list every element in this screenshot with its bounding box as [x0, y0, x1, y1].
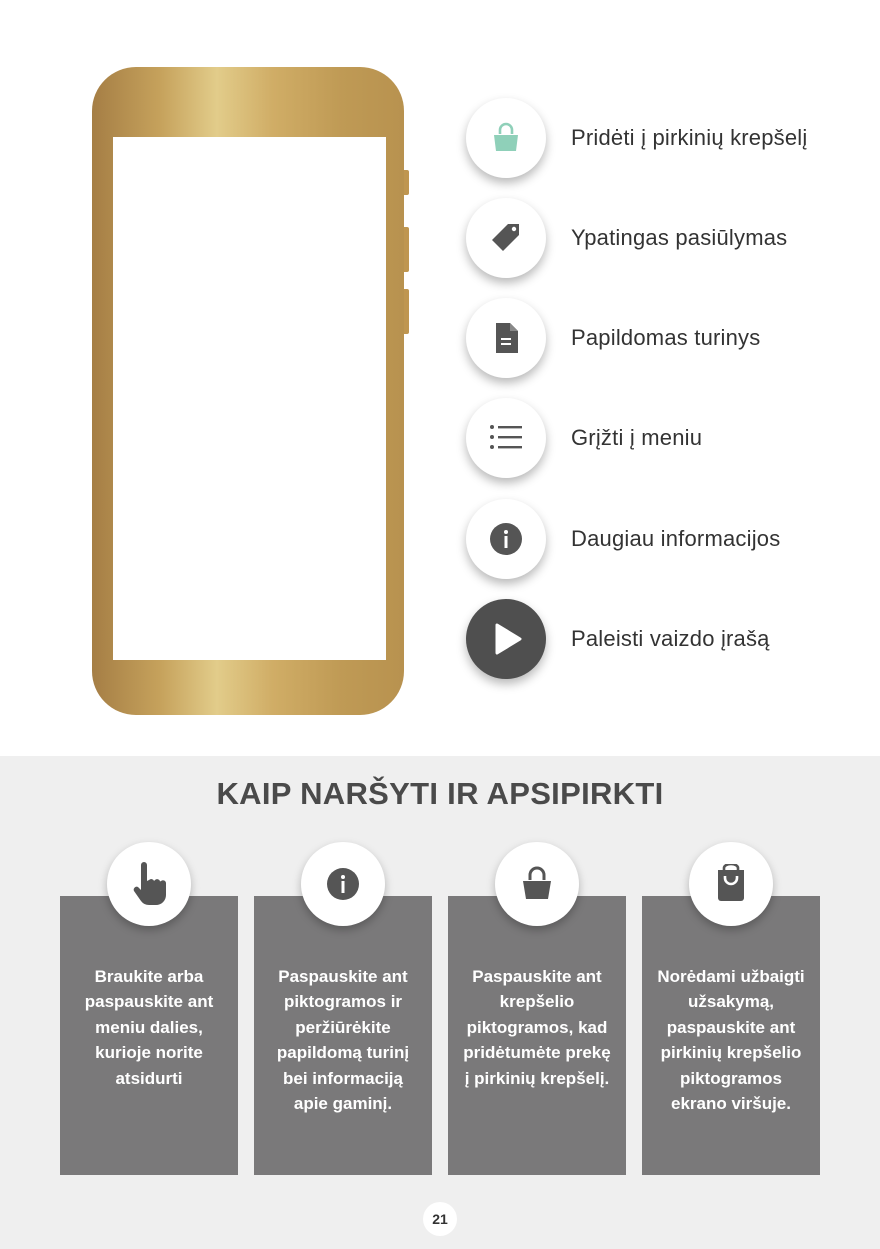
instruction-card-checkout	[642, 896, 820, 1175]
tap-hand-icon	[107, 842, 191, 926]
menu-list-icon[interactable]	[466, 398, 546, 478]
legend-item-extra-content	[466, 298, 760, 378]
legend-label: Daugiau informacijos	[571, 526, 781, 551]
legend-item-special-offer	[466, 198, 787, 278]
instruction-card-info	[254, 896, 432, 1175]
legend-item-more-info	[466, 499, 780, 579]
legend-item-add-to-cart	[466, 98, 808, 178]
legend-label: Paleisti vaizdo įrašą	[571, 626, 770, 651]
phone-side-button	[404, 227, 409, 272]
legend-item-back-to-menu	[466, 398, 702, 478]
shopping-bag-square-icon	[689, 842, 773, 926]
phone-side-button	[404, 289, 409, 334]
legend-label: Grįžti į meniu	[571, 425, 703, 450]
shopping-bag-icon	[495, 842, 579, 926]
legend-label: Pridėti į pirkinių krepšelį	[571, 125, 808, 150]
phone-screen	[113, 137, 386, 660]
card-text: Paspauskite ant krepšelio piktogramos, kad pridėtumėte prekę į pirkinių krepšelį.	[463, 967, 611, 1088]
instruction-card-swipe	[60, 896, 238, 1175]
instruction-card-add-to-cart	[448, 896, 626, 1175]
phone-illustration	[92, 67, 404, 715]
document-icon[interactable]	[466, 298, 546, 378]
legend-label: Papildomas turinys	[571, 325, 761, 350]
play-icon[interactable]	[466, 599, 546, 679]
legend-item-play-video	[466, 599, 770, 679]
info-icon[interactable]	[466, 499, 546, 579]
shopping-bag-icon[interactable]	[466, 98, 546, 178]
card-text: Norėdami užbaigti užsakymą, paspauskite ant pirkinių krepšelio piktogramos ekrano viršuje.	[657, 967, 805, 1114]
price-tag-icon[interactable]	[466, 198, 546, 278]
card-text: Paspauskite ant piktogramos ir peržiūrėkite papildomą turinį bei informaciją apie gaminį.	[276, 967, 410, 1114]
legend-label: Ypatingas pasiūlymas	[571, 225, 788, 250]
section-title: KAIP NARŠYTI IR APSIPIRKTI	[216, 776, 664, 811]
page-number: 21	[423, 1202, 457, 1236]
info-icon	[301, 842, 385, 926]
card-text: Braukite arba paspauskite ant meniu dalies, kurioje norite atsidurti	[84, 967, 214, 1088]
phone-side-button	[404, 170, 409, 195]
